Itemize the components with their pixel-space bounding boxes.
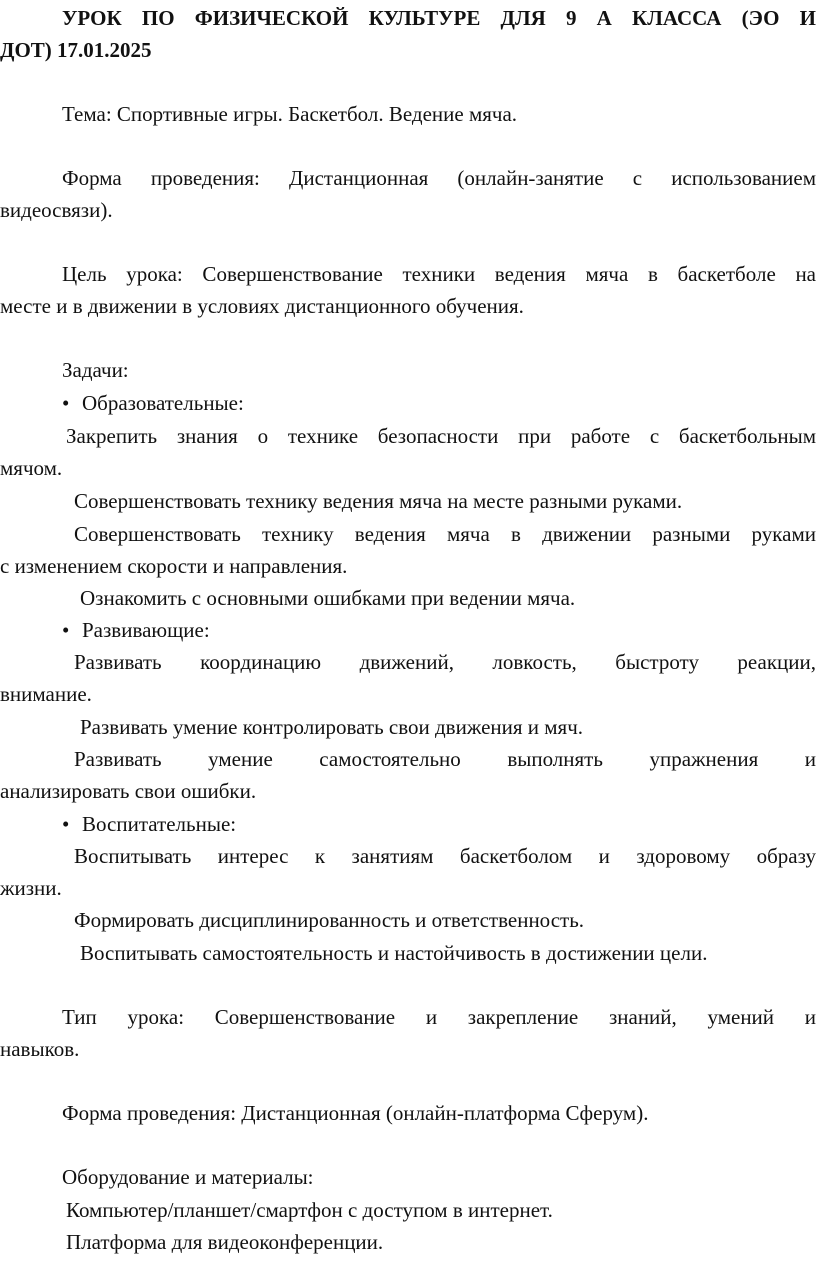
developing-heading-label: Развивающие: xyxy=(82,618,210,642)
upbringing-item-3: Воспитывать самостоятельность и настойчивость в достижении цели. xyxy=(80,941,708,965)
lesson-topic: Тема: Спортивные игры. Баскетбол. Ведение мяча. xyxy=(62,102,518,126)
developing-heading xyxy=(62,614,816,646)
equipment-item-1: Компьютер/планшет/смартфон с доступом в интернет. xyxy=(66,1198,553,1222)
educational-heading xyxy=(62,387,816,419)
equipment-heading: Оборудование и материалы: xyxy=(62,1165,314,1189)
upbringing-heading xyxy=(62,808,816,840)
lesson-type-line-2: навыков. xyxy=(0,1037,80,1061)
upbringing-item-2: Формировать дисциплинированность и ответственность. xyxy=(74,908,585,932)
bullet-icon: • xyxy=(62,812,70,836)
educational-item-1-line-1: Закрепить знания о технике безопасности при работе с баскетбольным xyxy=(66,424,816,448)
lesson-form-line-2: видеосвязи). xyxy=(0,198,113,222)
developing-item-2: Развивать умение контролировать свои движения и мяч. xyxy=(80,715,584,739)
educational-item-3-line-1: Совершенствовать технику ведения мяча в движении разными руками xyxy=(74,522,816,546)
lesson-goal-line-1: Цель урока: Совершенствование техники ведения мяча в баскетболе на xyxy=(62,262,816,286)
developing-item-3-line-1: Развивать умение самостоятельно выполнять упражнения и xyxy=(74,747,816,771)
bullet-icon: • xyxy=(62,618,70,642)
lesson-form-line-1: Форма проведения: Дистанционная (онлайн-занятие с использованием xyxy=(62,166,816,190)
educational-item-3-line-2: с изменением скорости и направления. xyxy=(0,554,348,578)
upbringing-item-1-line-1: Воспитывать интерес к занятиям баскетболом и здоровому образу xyxy=(74,844,816,868)
upbringing-heading-label: Воспитательные: xyxy=(82,812,237,836)
upbringing-item-1-line-2: жизни. xyxy=(0,876,62,900)
document-title-line-1: УРОК ПО ФИЗИЧЕСКОЙ КУЛЬТУРЕ ДЛЯ 9 А КЛАССА (ЭО И xyxy=(62,6,816,30)
equipment-item-2: Платформа для видеоконференции. xyxy=(66,1230,384,1254)
developing-item-3-line-2: анализировать свои ошибки. xyxy=(0,779,257,803)
document-title-line-2: ДОТ) 17.01.2025 xyxy=(0,38,152,62)
tasks-heading: Задачи: xyxy=(62,358,129,382)
educational-item-4: Ознакомить с основными ошибками при ведении мяча. xyxy=(80,586,576,610)
developing-item-1-line-1: Развивать координацию движений, ловкость, быстроту реакции, xyxy=(74,650,816,674)
lesson-form-platform: Форма проведения: Дистанционная (онлайн-платформа Сферум). xyxy=(62,1101,649,1125)
educational-item-1-line-2: мячом. xyxy=(0,456,63,480)
bullet-icon: • xyxy=(62,391,70,415)
developing-item-1-line-2: внимание. xyxy=(0,682,92,706)
lesson-goal-line-2: месте и в движении в условиях дистанционного обучения. xyxy=(0,294,524,318)
educational-heading-label: Образовательные: xyxy=(82,391,244,415)
lesson-type-line-1: Тип урока: Совершенствование и закрепление знаний, умений и xyxy=(62,1005,816,1029)
educational-item-2: Совершенствовать технику ведения мяча на месте разными руками. xyxy=(74,489,683,513)
